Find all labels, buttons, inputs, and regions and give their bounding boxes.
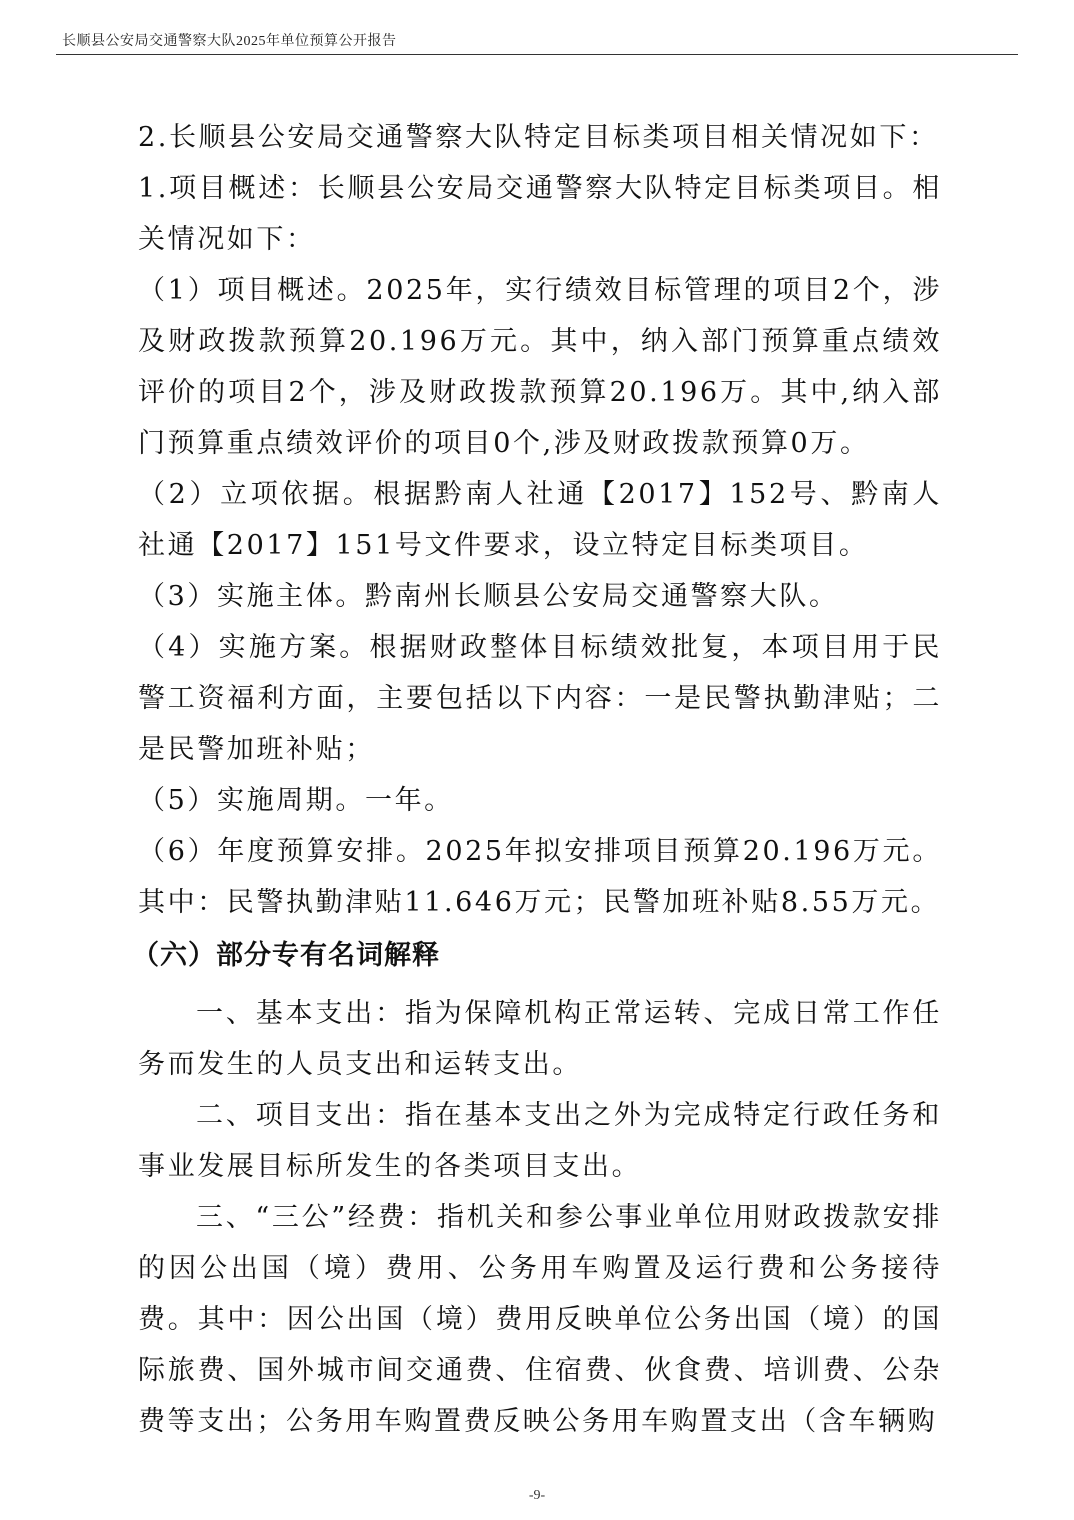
definition-basic-expenditure: 一、基本支出：指为保障机构正常运转、完成日常工作任务而发生的人员支出和运转支出。 bbox=[138, 998, 942, 1080]
header-divider bbox=[56, 54, 1018, 55]
running-header: 长顺县公安局交通警察大队2025年单位预算公开报告 bbox=[62, 34, 397, 49]
paragraph-project-intro: 2.长顺县公安局交通警察大队特定目标类项目相关情况如下： bbox=[138, 122, 939, 153]
definition-project-expenditure: 二、项目支出：指在基本支出之外为完成特定行政任务和事业发展目标所发生的各类项目支出。 bbox=[138, 1100, 942, 1182]
paragraph-item-3-entity: （3）实施主体。黔南州长顺县公安局交通警察大队。 bbox=[138, 581, 839, 612]
paragraph-item-6-budget: （6）年度预算安排。2025年拟安排项目预算20.196万元。其中：民警执勤津贴11.646万元；民警加班补贴8.55万元。 bbox=[138, 836, 942, 918]
section-heading-terms: （六）部分专有名词解释 bbox=[132, 940, 440, 971]
paragraph-item-5-period: （5）实施周期。一年。 bbox=[138, 785, 454, 816]
document-body bbox=[132, 112, 942, 1447]
page-number: -9- bbox=[528, 1488, 546, 1503]
paragraph-project-overview: 1.项目概述：长顺县公安局交通警察大队特定目标类项目。相关情况如下： bbox=[138, 173, 942, 255]
paragraph-item-2-basis: （2）立项依据。根据黔南人社通【2017】152号、黔南人社通【2017】151号文件要求，设立特定目标类项目。 bbox=[138, 479, 942, 561]
paragraph-item-4-plan: （4）实施方案。根据财政整体目标绩效批复，本项目用于民警工资福利方面，主要包括以下内容：一是民警执勤津贴；二是民警加班补贴； bbox=[138, 632, 942, 765]
definition-three-public-funds: 三、“三公”经费：指机关和参公事业单位用财政拨款安排的因公出国（境）费用、公务用车购置及运行费和公务接待费。其中：因公出国（境）费用反映单位公务出国（境）的国际旅费、国外城市间交通费、住宿费、伙食费、培训费、公杂费等支出；公务用车购置费反映公务用车购置支出（含车辆购 bbox=[138, 1202, 942, 1437]
paragraph-item-1-overview: （1）项目概述。2025年，实行绩效目标管理的项目2个，涉及财政拨款预算20.196万元。其中，纳入部门预算重点绩效评价的项目2个，涉及财政拨款预算20.196万。其中,纳入部门预算重点绩效评价的项目0个,涉及财政拨款预算0万。 bbox=[138, 275, 942, 459]
